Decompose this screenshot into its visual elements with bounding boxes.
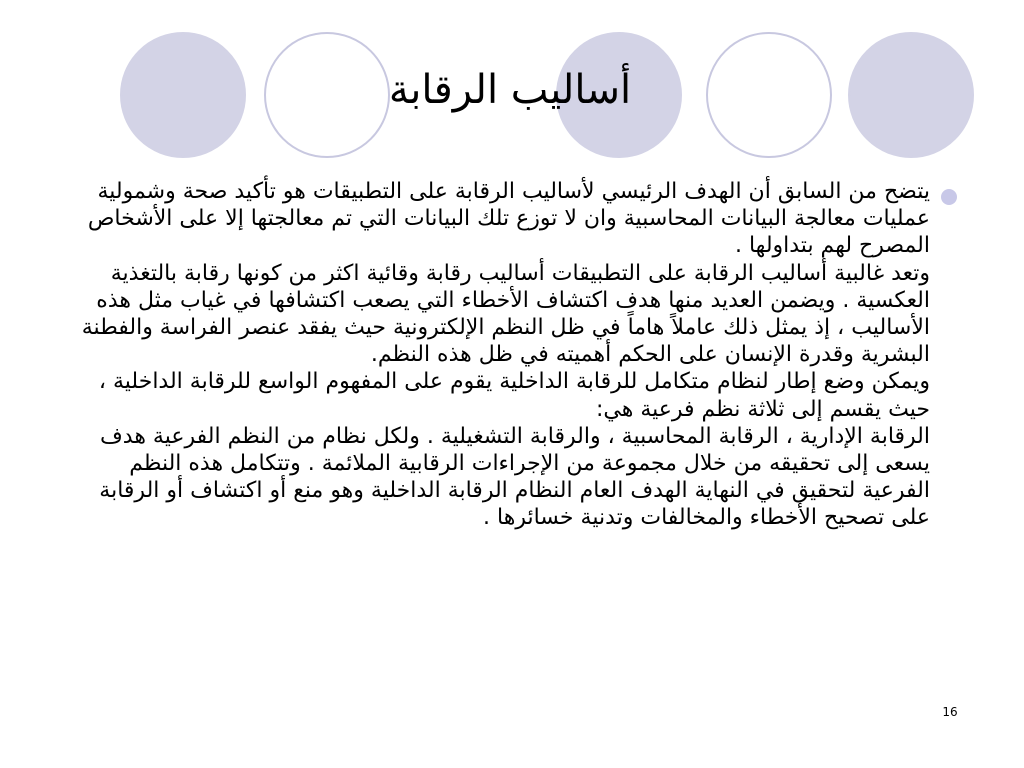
slide-body [62, 178, 930, 532]
decorative-circle-1 [120, 32, 246, 158]
decorative-circle-5 [848, 32, 974, 158]
circle-bullet-icon [941, 189, 957, 205]
page-number: 16 [942, 705, 958, 719]
slide-title: أساليب الرقابة [388, 67, 632, 113]
body-paragraph: وتعد غالبية أساليب الرقابة على التطبيقات أساليب رقابة وقائية اكثر من كونها رقابة بالتغذية العكسية . ويضمن العديد منها هدف اكتشاف الأخطاء التي يصعب اكتشافها في غياب مثل هذه الأساليب ، إذ يمثل ذلك عاملاً هاماً في ظل النظم الإلكترونية حيث يفقد عنصر الفراسة والفطنة البشرية وقدرة الإنسان على الحكم أهميته في ظل هذه النظم. [81, 260, 930, 368]
body-paragraph: الرقابة الإدارية ، الرقابة المحاسبية ، والرقابة التشغيلية . ولكل نظام من النظم الفرعية هدف يسعى إلى تحقيقه من خلال مجموعة من الإجراءات الرقابية الملائمة . وتتكامل هذه النظم الفرعية لتحقيق في النهاية الهدف العام النظام الرقابة الداخلية وهو منع أو اكتشاف أو الرقابة على تصحيح الأخطاء والمخالفات وتدنية خسائرها . [99, 423, 930, 531]
body-paragraph: يتضح من السابق أن الهدف الرئيسي لأساليب الرقابة على التطبيقات هو تأكيد صحة وشمولية عمليات معالجة البيانات المحاسبية وان لا توزع تلك البيانات التي تم معالجتها إلا على الأشخاص المصرح لهم بتداولها . [87, 179, 930, 259]
decorative-circle-4 [706, 32, 832, 158]
body-paragraph: ويمكن وضع إطار لنظام متكامل للرقابة الداخلية يقوم على المفهوم الواسع للرقابة الداخلية ، حيث يقسم إلى ثلاثة نظم فرعية هي: [98, 369, 930, 422]
